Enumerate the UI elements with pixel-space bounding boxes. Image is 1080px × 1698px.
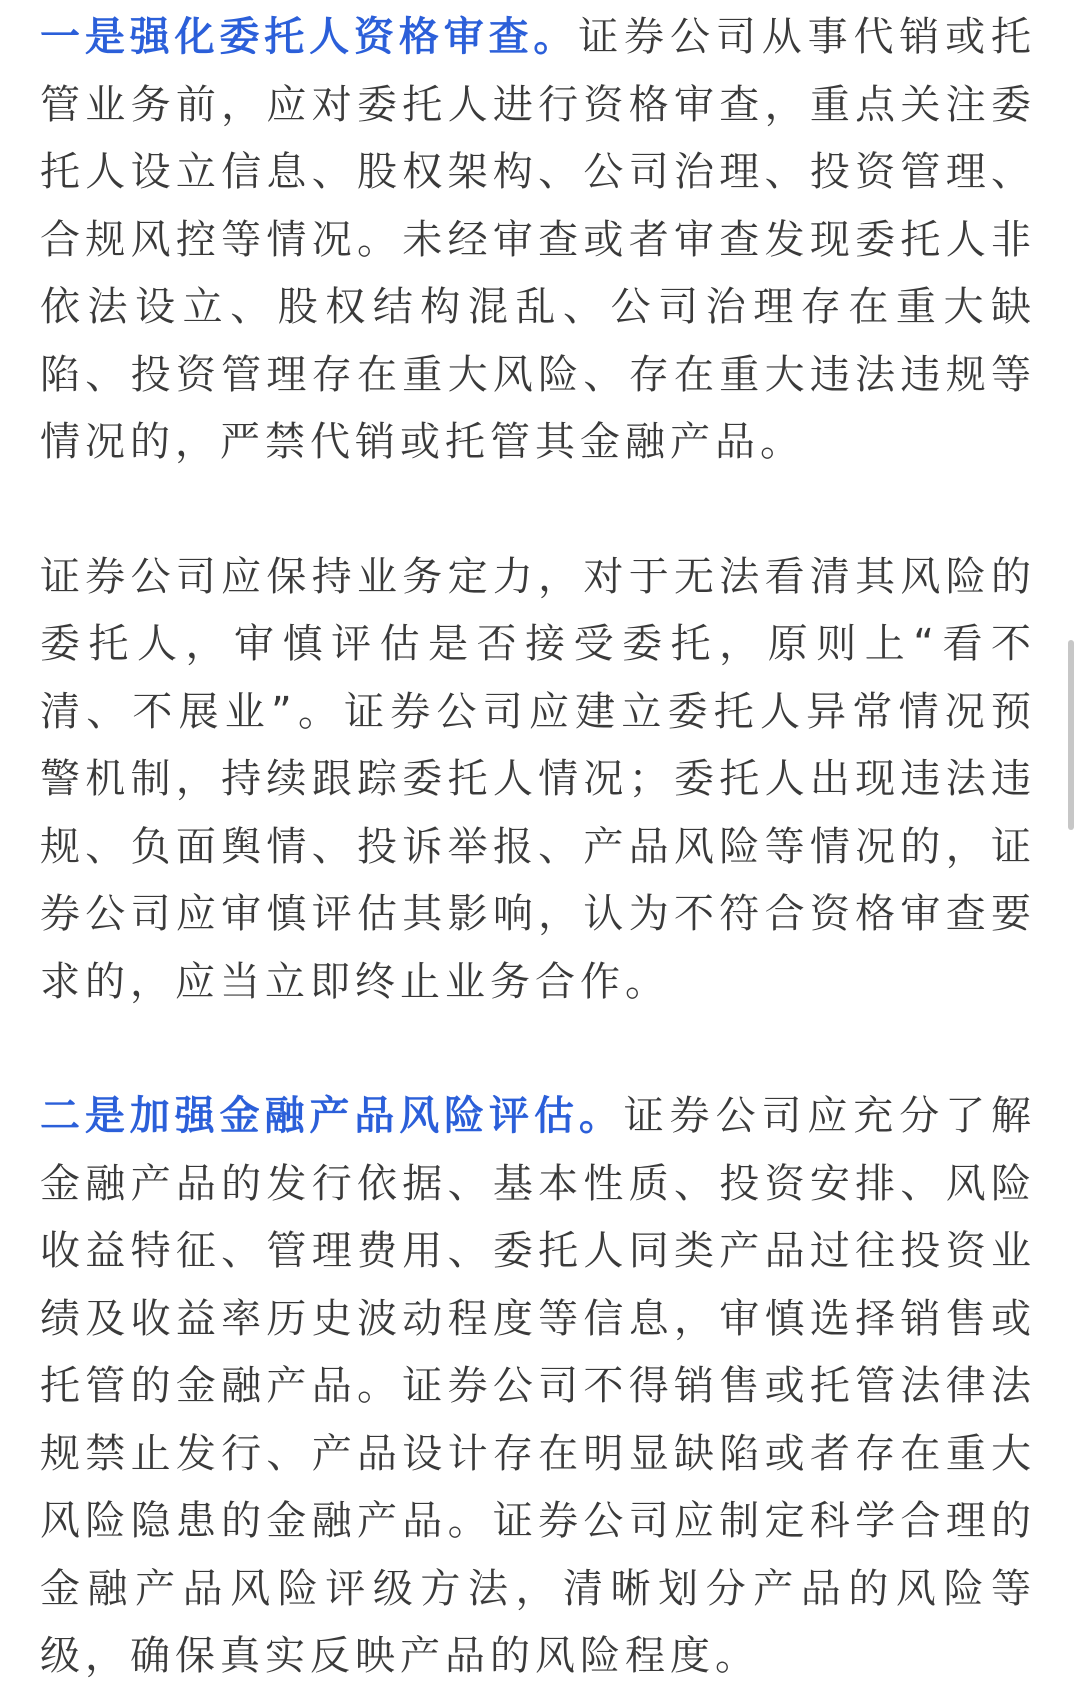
article-body: [40, 0, 1036, 1691]
paragraph-text: 证券公司从事代销或托管业务前，应对委托人进行资格审查，重点关注委托人设立信息、股权架构、公司治理、投资管理、合规风控等情况。未经审查或者审查发现委托人非依法设立、股权结构混乱、公司治理存在重大缺陷、投资管理存在重大风险、存在重大违法违规等情况的，严禁代销或托管其金融产品。: [40, 14, 1037, 465]
paragraph-client-qualification: [40, 0, 1036, 477]
paragraph-text: 证券公司应保持业务定力，对于无法看清其风险的委托人，审慎评估是否接受委托，原则上“看不清、不展业”。证券公司应建立委托人异常情况预警机制，持续跟踪委托人情况；委托人出现违法违规、负面舆情、投诉举报、产品风险等情况的，证券公司应审慎评估其影响，认为不符合资格审查要求的，应当立即终止业务合作。: [40, 553, 1036, 1005]
paragraph-product-risk-assessment: [40, 1083, 1036, 1691]
section-heading-client-qualification: 一是强化委托人资格审查。: [40, 14, 579, 60]
vertical-scrollbar[interactable]: [1068, 640, 1074, 830]
paragraph-text: 证券公司应充分了解金融产品的发行依据、基本性质、投资安排、风险收益特征、管理费用、委托人同类产品过往投资业绩及收益率历史波动程度等信息，审慎选择销售或托管的金融产品。证券公司不得销售或托管法律法规禁止发行、产品设计存在明显缺陷或者存在重大风险隐患的金融产品。证券公司应制定科学合理的金融产品风险评级方法，清晰划分产品的风险等级，确保真实反映产品的风险程度。: [40, 1093, 1037, 1679]
section-heading-product-risk: 二是加强金融产品风险评估。: [40, 1093, 624, 1139]
paragraph-business-focus: [40, 544, 1036, 1017]
